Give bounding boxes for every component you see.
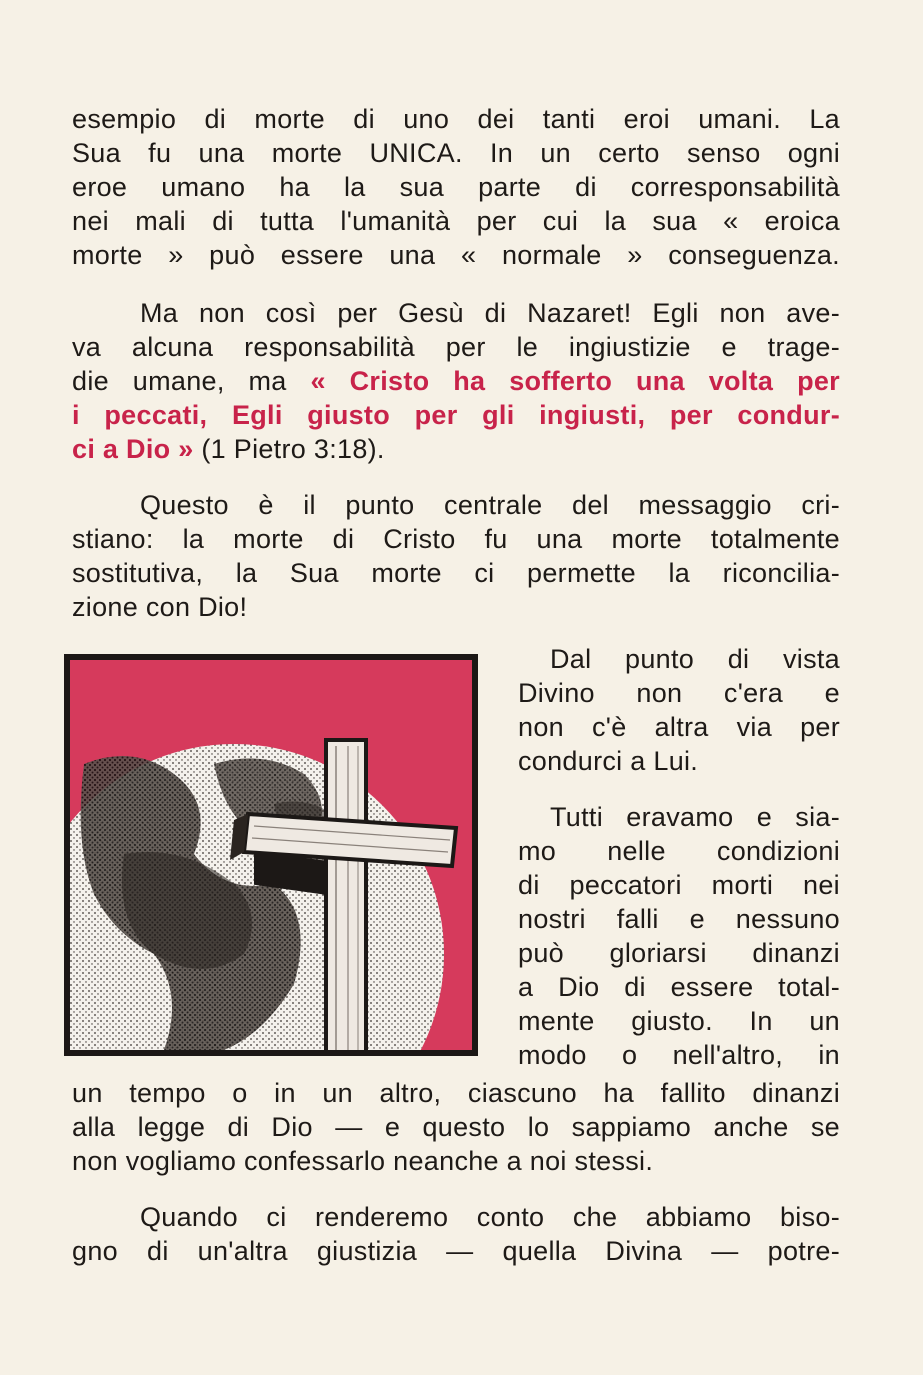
p1-line-2: Sua fu una morte UNICA. In un certo senso ogni bbox=[72, 138, 840, 168]
p1-line-3: eroe umano ha la sua parte di corresponsabilità bbox=[72, 172, 840, 202]
p5-line-1: Tutti eravamo e sia- bbox=[550, 802, 840, 832]
p4-line-1: Dal punto di vista bbox=[550, 644, 840, 674]
p1-line-5: morte » può essere una « normale » conseguenza. bbox=[72, 240, 840, 270]
p2-line-5 bbox=[72, 432, 840, 466]
p5-line-9: un tempo o in un altro, ciascuno ha fallito dinanzi bbox=[72, 1078, 840, 1108]
p5-line-10: alla legge di Dio — e questo lo sappiamo anche se bbox=[72, 1112, 840, 1142]
cross-over-globe-icon bbox=[64, 654, 478, 1056]
p4-line-4: condurci a Lui. bbox=[518, 746, 699, 776]
p6-line-1: Quando ci renderemo conto che abbiamo biso- bbox=[140, 1202, 840, 1232]
p4-line-2: Divino non c'era e bbox=[518, 678, 840, 708]
bible-quote-end: ci a Dio » bbox=[72, 434, 194, 464]
bible-reference: (1 Pietro 3:18). bbox=[193, 434, 385, 464]
p1-line-1: esempio di morte di uno dei tanti eroi umani. La bbox=[72, 104, 840, 134]
p5-line-8: modo o nell'altro, in bbox=[518, 1040, 840, 1070]
p3-line-1: Questo è il punto centrale del messaggio cri- bbox=[140, 490, 840, 520]
bible-quote-middle: i peccati, Egli giusto per gli ingiusti, per condur- bbox=[72, 400, 840, 430]
p3-line-3: sostitutiva, la Sua morte ci permette la riconcilia- bbox=[72, 558, 840, 588]
p5-line-7: mente giusto. In un bbox=[518, 1006, 840, 1036]
p5-line-3: di peccatori morti nei bbox=[518, 870, 840, 900]
p2-line-2: va alcuna responsabilità per le ingiustizie e trage- bbox=[72, 332, 840, 362]
bible-quote-start: « Cristo ha sofferto una volta per bbox=[310, 366, 840, 396]
p5-line-4: nostri falli e nessuno bbox=[518, 904, 840, 934]
p6-line-2: gno di un'altra giustizia — quella Divina — potre- bbox=[72, 1236, 840, 1266]
p2-line-1: Ma non così per Gesù di Nazaret! Egli non ave- bbox=[140, 298, 840, 328]
p5-line-11: non vogliamo confessarlo neanche a noi stessi. bbox=[72, 1146, 654, 1176]
p4-line-3: non c'è altra via per bbox=[518, 712, 840, 742]
p2-line-3-plain: die umane, ma bbox=[72, 366, 311, 396]
p1-line-4: nei mali di tutta l'umanità per cui la sua « eroica bbox=[72, 206, 840, 236]
p2-line-3 bbox=[72, 364, 840, 398]
p5-line-5: può gloriarsi dinanzi bbox=[518, 938, 840, 968]
p5-line-6: a Dio di essere total- bbox=[518, 972, 840, 1002]
p5-line-2: mo nelle condizioni bbox=[518, 836, 840, 866]
p3-line-2: stiano: la morte di Cristo fu una morte totalmente bbox=[72, 524, 840, 554]
p3-line-4: zione con Dio! bbox=[72, 592, 248, 622]
